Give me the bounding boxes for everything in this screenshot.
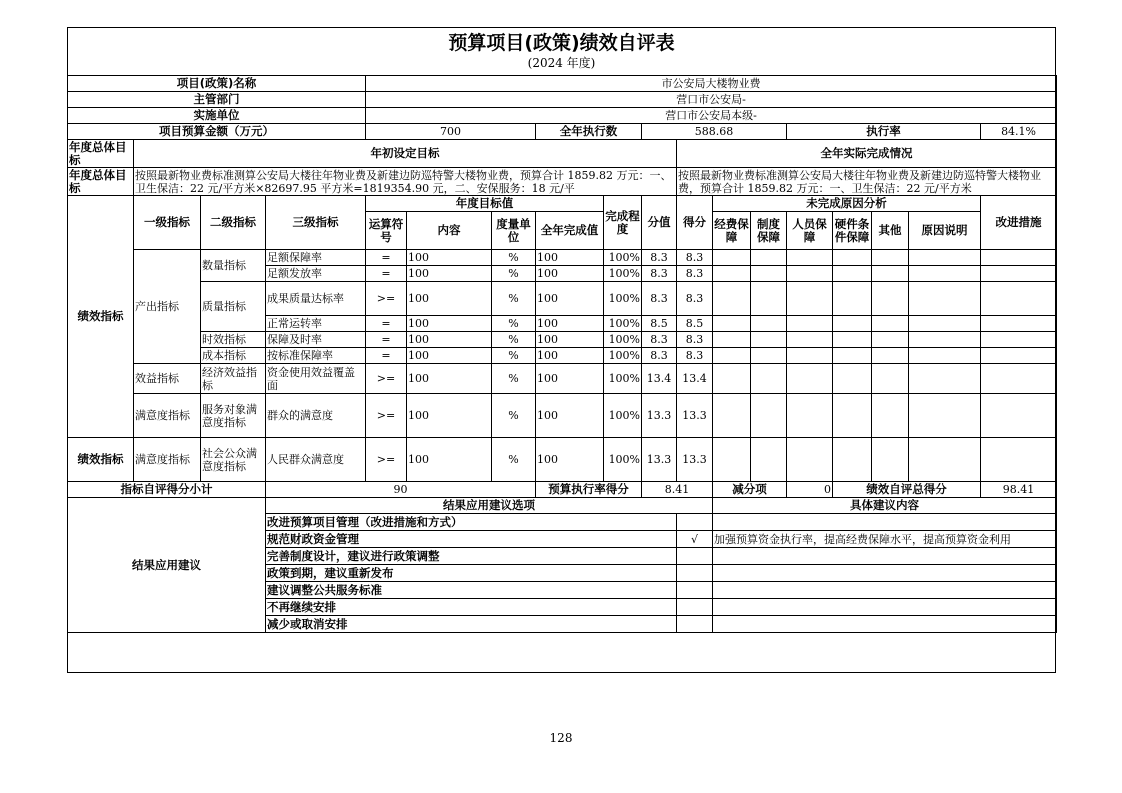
header-r5: 其他 [872,212,909,250]
total-label: 绩效自评总得分 [833,482,981,498]
evaluation-form [67,27,1056,673]
header-level2: 二级指标 [201,196,266,250]
advice-mark [677,565,713,582]
advice-option: 完善制度设计，建议进行政策调整 [266,548,677,565]
row-name: 保障及时率 [266,332,366,348]
annual-goal-label: 年度总体目标 [68,140,134,168]
row-unit: % [492,364,536,394]
row-unit: % [492,438,536,482]
row-content: 100 [407,332,492,348]
header-year-target: 年度目标值 [366,196,604,212]
row-degree: 100% [604,348,642,364]
row-content: 100 [407,250,492,266]
row-score: 13.3 [642,394,677,438]
row-score: 8.3 [642,348,677,364]
perf-indicator-label: 绩效指标 [68,196,134,438]
advice-mark [677,616,713,633]
row-got: 13.4 [677,364,713,394]
row-done: 100 [536,348,604,364]
header-r6: 原因说明 [909,212,981,250]
exec-label: 全年执行数 [536,124,642,140]
header-content: 内容 [407,212,492,250]
group-satisfaction-2: 满意度指标 [134,438,201,482]
advice-option: 政策到期，建议重新发布 [266,565,677,582]
row-done: 100 [536,438,604,482]
page-subtitle: (2024 年度) [527,56,596,70]
info-row-impl [68,108,1057,124]
total-value: 98.41 [981,482,1057,498]
group-quality: 质量指标 [201,282,266,332]
row-content: 100 [407,282,492,316]
row-unit: % [492,394,536,438]
group-timeliness: 时效指标 [201,332,266,348]
annual-goal-label-2: 年度总体目标 [68,168,134,196]
row-got: 8.3 [677,332,713,348]
group-output: 产出指标 [134,250,201,364]
row-done: 100 [536,332,604,348]
table-row [68,394,1057,438]
header-done: 全年完成值 [536,212,604,250]
header-r1: 经费保障 [713,212,751,250]
row-name: 正常运转率 [266,316,366,332]
actual-header: 全年实际完成情况 [677,140,1057,168]
advice-option: 改进预算项目管理（改进措施和方式） [266,514,677,531]
row-content: 100 [407,364,492,394]
row-unit: % [492,348,536,364]
advice-option: 规范财政资金管理 [266,531,677,548]
row-degree: 100% [604,282,642,316]
group-cost: 成本指标 [201,348,266,364]
evaluation-table [67,75,1057,633]
goals-text-row [68,168,1057,196]
rate-value: 84.1% [981,124,1057,140]
advice-detail [713,582,1057,599]
table-row [68,364,1057,394]
row-op: = [366,348,407,364]
header-r2: 制度保障 [751,212,787,250]
header-degree: 完成程度 [604,196,642,250]
row-score: 8.3 [642,282,677,316]
row-degree: 100% [604,364,642,394]
exec-score-value: 8.41 [642,482,713,498]
impl-value: 营口市公安局本级- [366,108,1057,124]
row-score: 8.3 [642,266,677,282]
page-number: 128 [549,731,573,745]
row-content: 100 [407,266,492,282]
row-done: 100 [536,394,604,438]
budget-label: 项目预算金额（万元） [68,124,366,140]
info-row-name [68,76,1057,92]
row-op: = [366,250,407,266]
row-unit: % [492,282,536,316]
row-unit: % [492,250,536,266]
row-got: 8.5 [677,316,713,332]
advice-option: 建议调整公共服务标准 [266,582,677,599]
row-name: 足额发放率 [266,266,366,282]
indicator-header-row-1 [68,196,1057,212]
table-row [68,438,1057,482]
header-improve: 改进措施 [981,196,1057,250]
row-done: 100 [536,282,604,316]
row-done: 100 [536,316,604,332]
advice-options-header: 结果应用建议选项 [266,498,713,514]
advice-mark [677,548,713,565]
subtotal-value: 90 [266,482,536,498]
row-degree: 100% [604,438,642,482]
row-done: 100 [536,364,604,394]
row-got: 8.3 [677,282,713,316]
project-name-label: 项目(政策)名称 [68,76,366,92]
row-content: 100 [407,438,492,482]
row-degree: 100% [604,266,642,282]
row-content: 100 [407,394,492,438]
row-op: >= [366,364,407,394]
group-economic: 经济效益指标 [201,364,266,394]
table-row [68,332,1057,348]
row-got: 13.3 [677,394,713,438]
row-got: 8.3 [677,266,713,282]
row-degree: 100% [604,250,642,266]
row-op: = [366,316,407,332]
row-unit: % [492,316,536,332]
table-row [68,348,1057,364]
row-name: 按标准保障率 [266,348,366,364]
deduct-value: 0 [787,482,833,498]
row-done: 100 [536,250,604,266]
group-benefit: 效益指标 [134,364,201,394]
info-row-dept [68,92,1057,108]
header-unit: 度量单位 [492,212,536,250]
advice-detail [713,616,1057,633]
group-satisfaction: 满意度指标 [134,394,201,438]
table-row [68,282,1057,316]
row-content: 100 [407,316,492,332]
group-quantity: 数量指标 [201,250,266,282]
row-got: 13.3 [677,438,713,482]
row-degree: 100% [604,332,642,348]
exec-score-label: 预算执行率得分 [536,482,642,498]
advice-mark [677,599,713,616]
advice-mark [677,514,713,531]
row-unit: % [492,332,536,348]
advice-mark [677,582,713,599]
deduct-label: 减分项 [713,482,787,498]
checkmark-icon: √ [677,531,713,548]
row-op: >= [366,438,407,482]
header-level3: 三级指标 [266,196,366,250]
row-name: 成果质量达标率 [266,282,366,316]
row-degree: 100% [604,394,642,438]
advice-details-header: 具体建议内容 [713,498,1057,514]
table-row [68,250,1057,266]
advice-detail: 加强预算资金执行率，提高经费保障水平，提高预算资金利用 [713,531,1057,548]
row-op: = [366,266,407,282]
row-score: 13.3 [642,438,677,482]
advice-header-row [68,498,1057,514]
goals-header-row [68,140,1057,168]
row-got: 8.3 [677,250,713,266]
impl-label: 实施单位 [68,108,366,124]
rate-label: 执行率 [787,124,981,140]
group-public: 社会公众满意度指标 [201,438,266,482]
header-op: 运算符号 [366,212,407,250]
row-name: 群众的满意度 [266,394,366,438]
advice-label: 结果应用建议 [68,498,266,633]
dept-label: 主管部门 [68,92,366,108]
advice-detail [713,514,1057,531]
group-service: 服务对象满意度指标 [201,394,266,438]
exec-value: 588.68 [642,124,787,140]
info-row-budget [68,124,1057,140]
set-target-header: 年初设定目标 [134,140,677,168]
row-name: 人民群众满意度 [266,438,366,482]
row-got: 8.3 [677,348,713,364]
advice-option: 减少或取消安排 [266,616,677,633]
header-level1: 一级指标 [134,196,201,250]
row-score: 13.4 [642,364,677,394]
header-r3: 人员保障 [787,212,833,250]
row-done: 100 [536,266,604,282]
dept-value: 营口市公安局- [366,92,1057,108]
row-content: 100 [407,348,492,364]
target-text: 按照最新物业费标准测算公安局大楼往年物业费及新建边防巡特警大楼物业费，预算合计 1859.82 万元：一、卫生保洁：22 元/平方米×82697.95 平方米=1819354.90 元，二、安保服务：18 元/平 [134,168,677,196]
row-name: 资金使用效益覆盖面 [266,364,366,394]
advice-detail [713,548,1057,565]
row-op: = [366,332,407,348]
subtotal-label: 指标自评得分小计 [68,482,266,498]
budget-value: 700 [366,124,536,140]
perf-indicator-label-2: 绩效指标 [68,438,134,482]
page-title: 预算项目(政策)绩效自评表 [448,32,675,54]
header-unfinished: 未完成原因分析 [713,196,981,212]
row-op: >= [366,282,407,316]
advice-option: 不再继续安排 [266,599,677,616]
row-degree: 100% [604,316,642,332]
advice-detail [713,565,1057,582]
row-score: 8.5 [642,316,677,332]
project-name-value: 市公安局大楼物业费 [366,76,1057,92]
row-score: 8.3 [642,332,677,348]
row-op: >= [366,394,407,438]
actual-text: 按照最新物业费标准测算公安局大楼往年物业费及新建边防巡特警大楼物业费，预算合计 1859.82 万元：一、卫生保洁：22 元/平方米 [677,168,1057,196]
header-got: 得分 [677,196,713,250]
row-score: 8.3 [642,250,677,266]
row-name: 足额保障率 [266,250,366,266]
header-r4: 硬件条件保障 [833,212,872,250]
advice-detail [713,599,1057,616]
row-unit: % [492,266,536,282]
header-score: 分值 [642,196,677,250]
summary-row [68,482,1057,498]
